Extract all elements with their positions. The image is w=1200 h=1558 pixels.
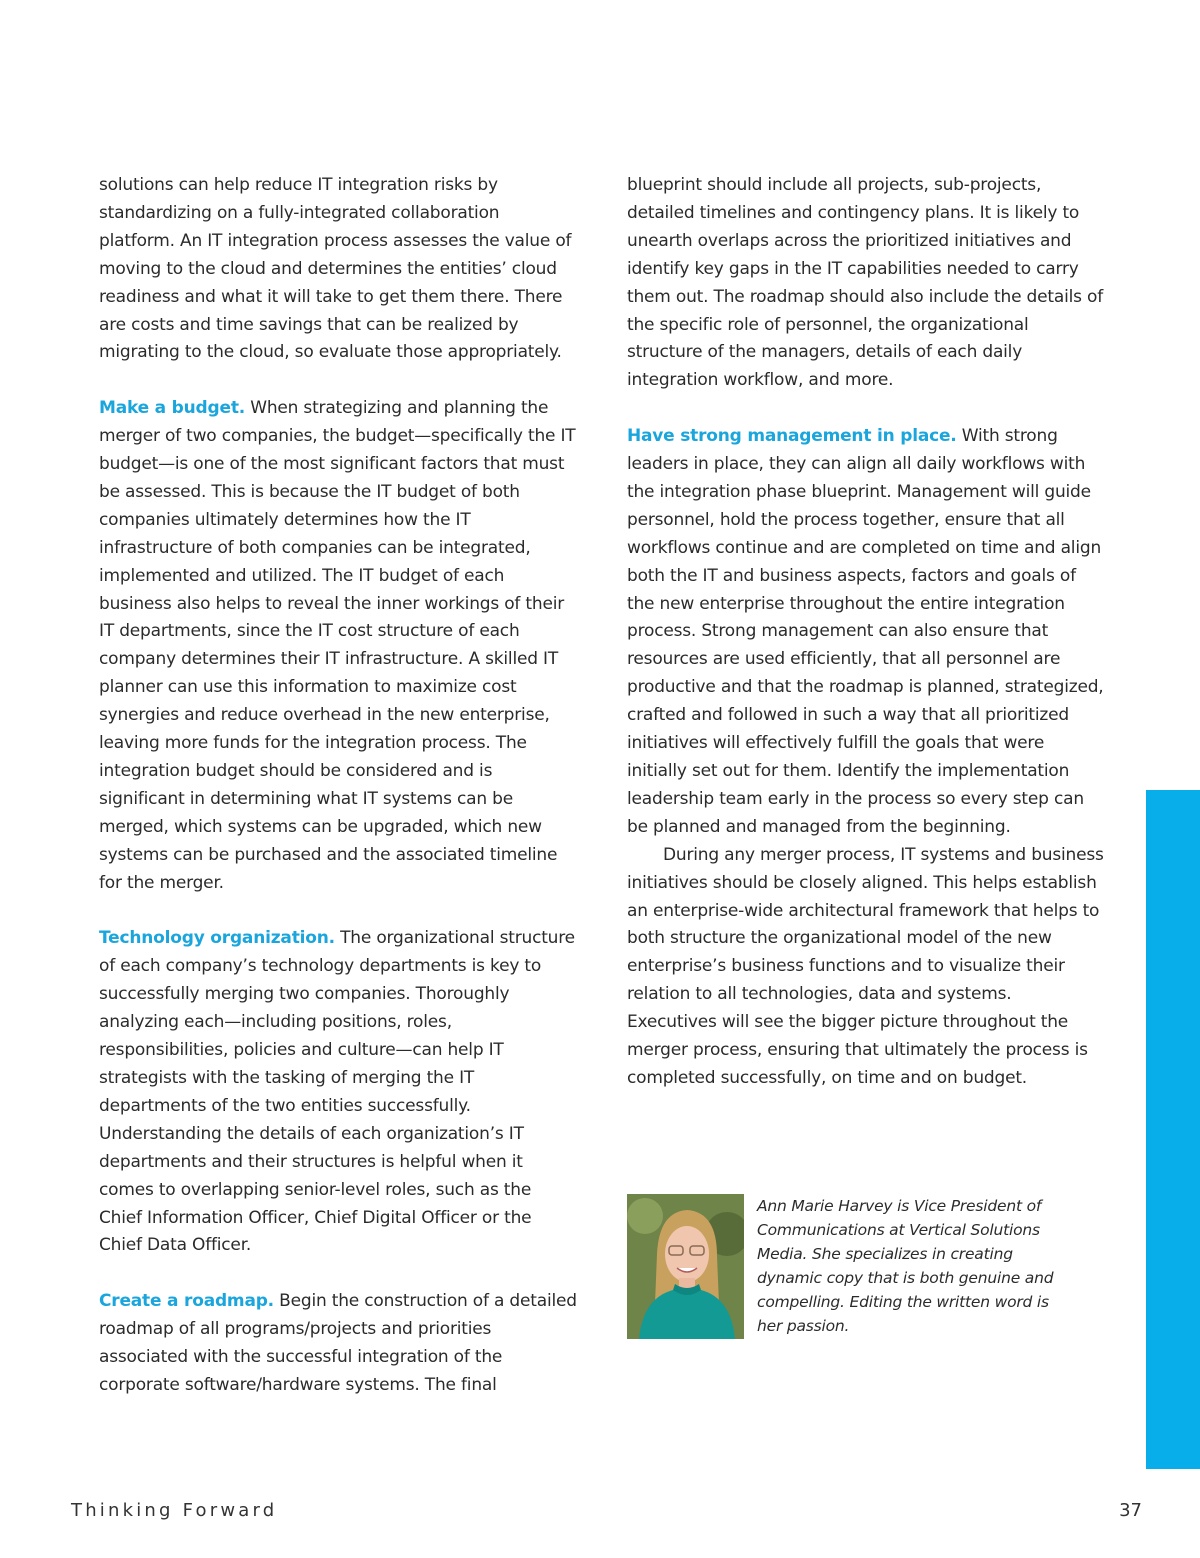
- management-body: With strong leaders in place, they can align all daily workflows with the integration phase blueprint. Management will guide personnel, hold the process together, ensure that all workflows continue and are completed on time and align both the IT and business aspects, factors and goals of the new enterprise throughout the entire integration process. Strong management can also ensure that resources are used efficiently, that all personnel are productive and that the roadmap is planned, strategized, crafted and followed in such a way that all prioritized initiatives will effectively fulfill the goals that were initially set out for them. Identify the implementation leadership team early in the process so every step can be planned and managed from the beginning.: [627, 426, 1104, 837]
- author-bio-text: Ann Marie Harvey is Vice President of Communications at Vertical Solutions Media. She specializes in creating dynamic copy that is both genuine and compelling. Editing the written word is her passion.: [757, 1197, 1054, 1335]
- paragraph-roadmap: [99, 1288, 577, 1400]
- technology-body: The organizational structure of each company’s technology departments is key to successfully merging two companies. Thoroughly analyzing each—including positions, roles, responsibilities, policies and culture—can help IT strategists with the tasking of merging the IT departments of the two entities successfully. Understanding the details of each organization’s IT departments and their structures is helpful when it comes to overlapping senior-level roles, such as the Chief Information Officer, Chief Digital Officer or the Chief Data Officer.: [99, 928, 575, 1256]
- page-number: 37: [1119, 1500, 1142, 1521]
- budget-body: When strategizing and planning the merger of two companies, the budget—specifically the IT budget—is one of the most significant factors that must be assessed. This is because the IT budget of both companies ultimately determines how the IT infrastructure of both companies can be integrated, implemented and utilized. The IT budget of each business also helps to reveal the inner workings of their IT departments, since the IT cost structure of each company determines their IT infrastructure. A skilled IT planner can use this information to maximize cost synergies and reduce overhead in the new enterprise, leaving more funds for the integration process. The integration budget should be considered and is significant in determining what IT systems can be merged, which systems can be upgraded, which new systems can be purchased and the associated timeline for the merger.: [99, 398, 576, 893]
- heading-strong-management: Have strong management in place.: [627, 426, 957, 447]
- side-accent-bar: [1146, 790, 1200, 1469]
- author-photo: [627, 1194, 744, 1339]
- article-right-column: [627, 172, 1105, 1093]
- heading-technology-organization: Technology organization.: [99, 928, 335, 949]
- paragraph-blueprint: blueprint should include all projects, sub-projects, detailed timelines and contingency plans. It is likely to unearth overlaps across the prioritized initiatives and identify key gaps in the IT capabilities needed to carry them out. The roadmap should also include the details of the specific role of personnel, the organizational structure of the managers, details of each daily integration workflow, and more.: [627, 175, 1103, 391]
- paragraph-management: [627, 423, 1105, 842]
- paragraph-cloud: solutions can help reduce IT integration risks by standardizing on a fully-integrated collaboration platform. An IT integration process assesses the value of moving to the cloud and determines the entities’ cloud readiness and what it will take to get them there. There are costs and time savings that can be realized by migrating to the cloud, so evaluate those appropriately.: [99, 175, 572, 363]
- roadmap-body: Begin the construction of a detailed roadmap of all programs/projects and priorities associated with the successful integration of the corporate software/hardware systems. The final: [99, 1291, 577, 1395]
- author-bio: [627, 1194, 1107, 1340]
- heading-create-a-roadmap: Create a roadmap.: [99, 1291, 274, 1312]
- heading-make-a-budget: Make a budget.: [99, 398, 245, 419]
- publication-name: Thinking Forward: [71, 1500, 278, 1521]
- article-left-column: [99, 172, 577, 1400]
- paragraph-alignment: During any merger process, IT systems and business initiatives should be closely aligned. This helps establish an enterprise-wide architectural framework that helps to both structure the organizational model of the new enterprise’s business functions and to visualize their relation to all technologies, data and systems. Executives will see the bigger picture throughout the merger process, ensuring that ultimately the process is completed successfully, on time and on budget.: [627, 844, 1104, 1088]
- paragraph-budget: [99, 395, 577, 897]
- author-portrait-icon: [627, 1194, 744, 1339]
- paragraph-technology: [99, 925, 577, 1260]
